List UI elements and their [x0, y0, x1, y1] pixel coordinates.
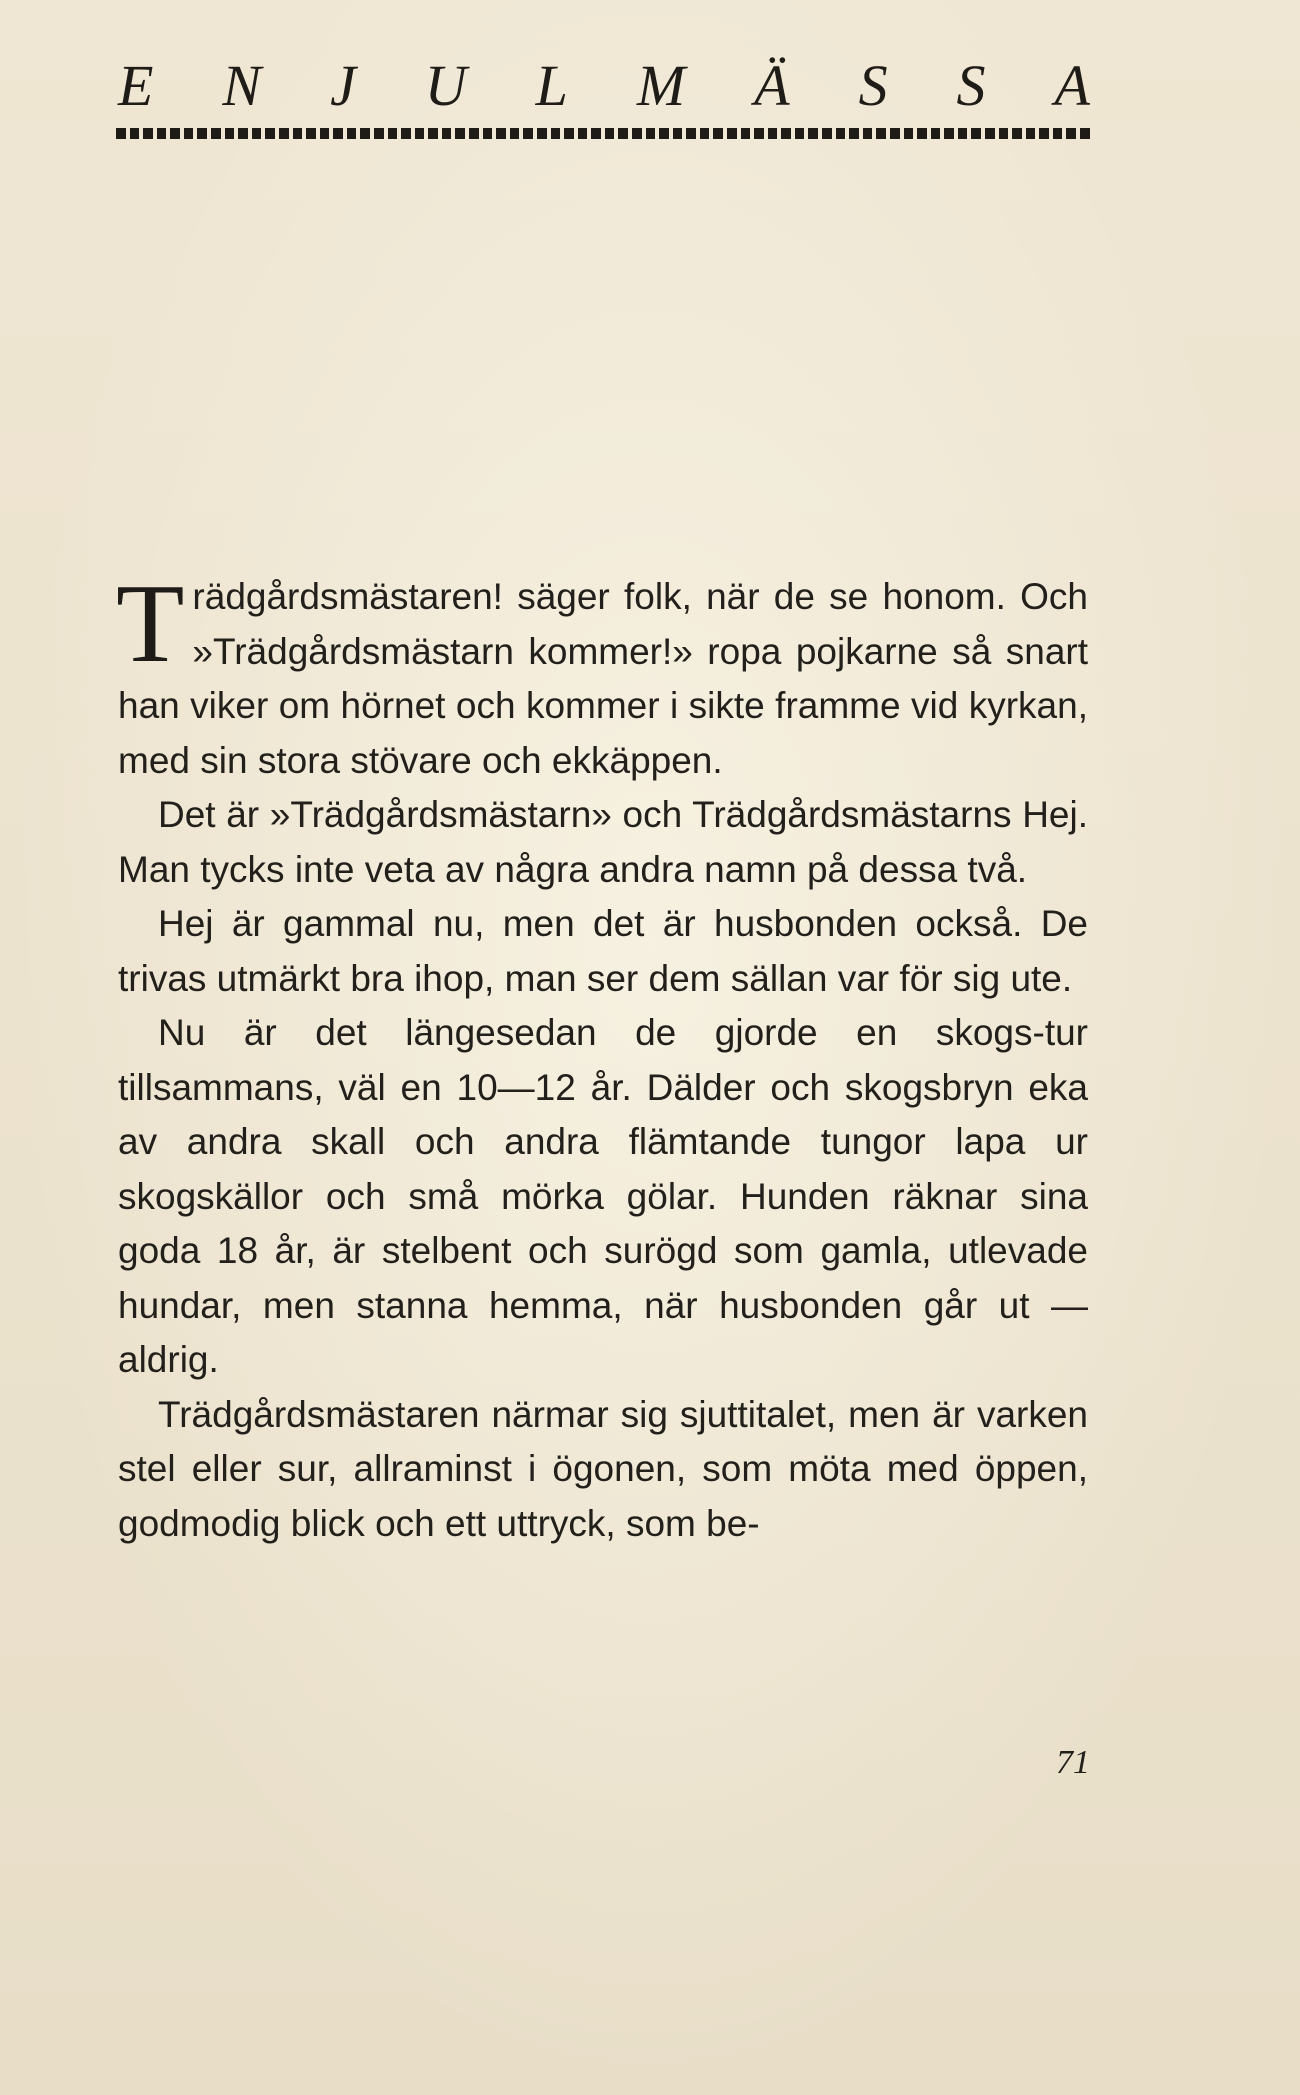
rule-segment — [890, 128, 900, 139]
rule-segment — [496, 128, 506, 139]
rule-segment — [360, 128, 370, 139]
rule-segment — [808, 128, 818, 139]
rule-segment — [388, 128, 398, 139]
rule-segment — [442, 128, 452, 139]
rule-segment — [143, 128, 153, 139]
running-head-letter: S — [858, 53, 888, 118]
rule-segment — [170, 128, 180, 139]
rule-segment — [727, 128, 737, 139]
paragraph — [118, 788, 1088, 897]
body-text — [116, 562, 1088, 1551]
rule-segment — [931, 128, 941, 139]
rule-segment — [618, 128, 628, 139]
rule-segment — [632, 128, 642, 139]
paragraph-text: rädgårdsmästaren! säger folk, när de se honom. Och »Trädgårdsmästarn kommer!» ropa pojkarne så snart han viker om hörnet och kommer i sikte framme vid kyrkan, med sin stora stövare och ekkäppen. — [118, 576, 1088, 781]
rule-segment — [306, 128, 316, 139]
rule-segment — [238, 128, 248, 139]
rule-segment — [876, 128, 886, 139]
rule-segment — [741, 128, 751, 139]
rule-segment — [958, 128, 968, 139]
rule-segment — [849, 128, 859, 139]
rule-segment — [605, 128, 615, 139]
rule-segment — [401, 128, 411, 139]
rule-segment — [1026, 128, 1036, 139]
rule-segment — [211, 128, 221, 139]
rule-segment — [754, 128, 764, 139]
rule-segment — [1012, 128, 1022, 139]
running-head-letter: Ä — [754, 53, 790, 118]
rule-segment — [904, 128, 914, 139]
checkered-rule-icon — [116, 128, 1090, 139]
running-head-letter: J — [330, 53, 356, 118]
rule-segment — [197, 128, 207, 139]
running-head-letter: N — [222, 53, 262, 118]
rule-segment — [130, 128, 140, 139]
running-head-letter: E — [118, 53, 154, 118]
rule-segment — [347, 128, 357, 139]
rule-segment — [455, 128, 465, 139]
paragraph — [118, 1388, 1088, 1552]
rule-segment — [863, 128, 873, 139]
paragraph-text: Nu är det längesedan de gjorde en skogs-tur tillsammans, väl en 10—12 år. Dälder och skogsbryn eka av andra skall och andra flämtande tungor lapa ur skogskällor och små mörka gölar. Hunden räknar sina goda 18 år, är stelbent och surögd som gamla, utlevade hundar, men stanna hemma, när husbonden går ut — aldrig. — [118, 1012, 1088, 1380]
rule-segment — [1066, 128, 1076, 139]
rule-segment — [578, 128, 588, 139]
rule-segment — [564, 128, 574, 139]
paragraph — [118, 1006, 1088, 1388]
rule-segment — [768, 128, 778, 139]
rule-segment — [265, 128, 275, 139]
rule-segment — [700, 128, 710, 139]
paragraph-text: Hej är gammal nu, men det är husbonden också. De trivas utmärkt bra ihop, man ser dem sällan var för sig ute. — [118, 903, 1088, 999]
rule-segment — [551, 128, 561, 139]
rule-segment — [428, 128, 438, 139]
rule-segment — [795, 128, 805, 139]
paragraph-text: Det är »Trädgårdsmästarn» och Trädgårdsmästarns Hej. Man tycks inte veta av några andra namn på dessa två. — [118, 794, 1088, 890]
rule-segment — [971, 128, 981, 139]
running-head-letter: L — [535, 53, 568, 118]
rule-segment — [944, 128, 954, 139]
rule-segment — [415, 128, 425, 139]
rule-segment — [293, 128, 303, 139]
rule-segment — [116, 128, 126, 139]
rule-segment — [781, 128, 791, 139]
rule-segment — [469, 128, 479, 139]
running-head-letter: A — [1054, 53, 1090, 118]
paragraph — [118, 897, 1088, 1006]
rule-segment — [1053, 128, 1063, 139]
rule-segment — [225, 128, 235, 139]
rule-segment — [686, 128, 696, 139]
rule-segment — [537, 128, 547, 139]
running-head — [118, 53, 1090, 118]
page-number: 71 — [1056, 1744, 1090, 1781]
drop-cap: T — [116, 562, 185, 686]
paragraph-text: Trädgårdsmästaren närmar sig sjuttitalet, men är varken stel eller sur, allraminst i ögonen, som möta med öppen, godmodig blick och ett uttryck, som be- — [118, 1393, 1088, 1544]
rule-segment — [374, 128, 384, 139]
rule-segment — [713, 128, 723, 139]
rule-segment — [1080, 128, 1090, 139]
rule-segment — [659, 128, 669, 139]
rule-segment — [591, 128, 601, 139]
rule-segment — [320, 128, 330, 139]
rule-segment — [333, 128, 343, 139]
rule-segment — [1039, 128, 1049, 139]
paragraph — [116, 562, 1088, 788]
running-head-letter: M — [636, 53, 686, 118]
rule-segment — [157, 128, 167, 139]
rule-segment — [510, 128, 520, 139]
rule-segment — [836, 128, 846, 139]
running-head-letter: S — [956, 53, 986, 118]
rule-segment — [184, 128, 194, 139]
rule-segment — [673, 128, 683, 139]
rule-segment — [279, 128, 289, 139]
rule-segment — [917, 128, 927, 139]
rule-segment — [985, 128, 995, 139]
rule-segment — [999, 128, 1009, 139]
rule-segment — [252, 128, 262, 139]
rule-segment — [523, 128, 533, 139]
rule-segment — [646, 128, 656, 139]
running-head-letter: U — [424, 53, 467, 118]
rule-segment — [483, 128, 493, 139]
rule-segment — [822, 128, 832, 139]
